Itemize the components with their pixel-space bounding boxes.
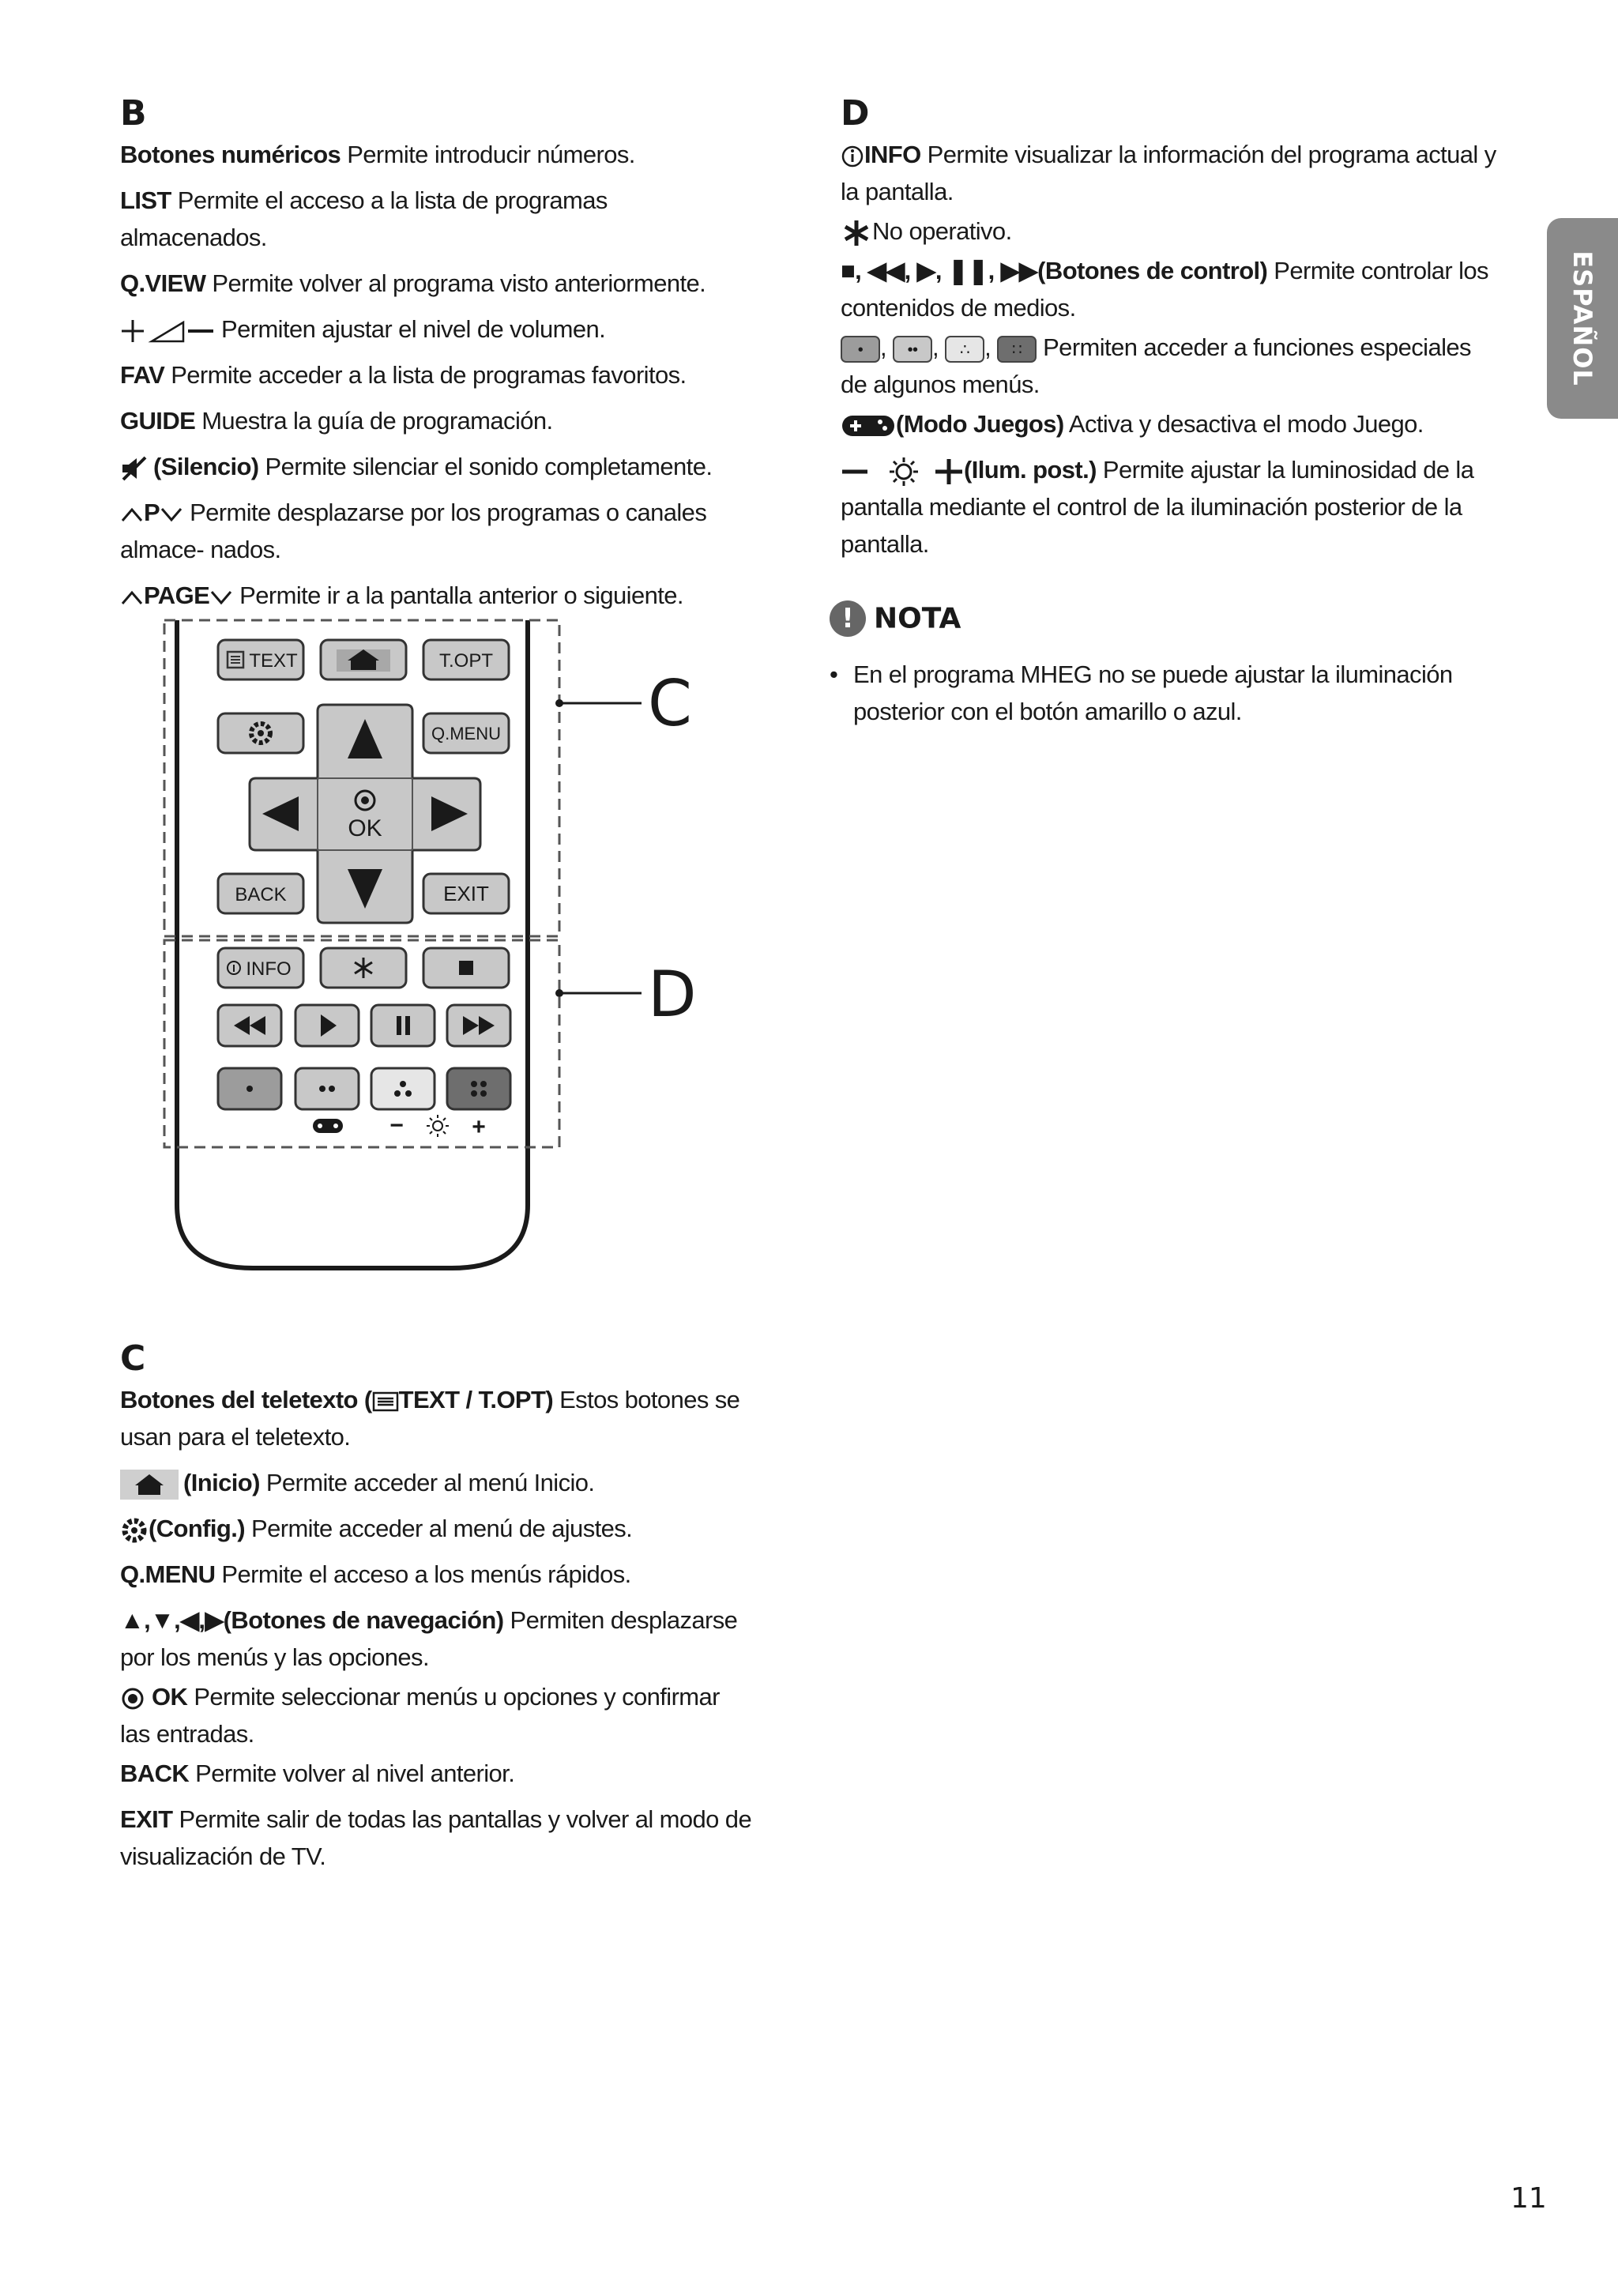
- entry-qmenu: Q.MENU Permite el acceso a los menús rápidos.: [120, 1560, 631, 1588]
- chevron-up-icon: [120, 506, 144, 523]
- entry-media-controls: ■, ◀◀, ▶, ❚❚, ▶▶(Botones de control) Permite controlar los contenidos de medios.: [841, 257, 1488, 322]
- warning-icon: !: [830, 600, 866, 637]
- section-c-heading: C: [120, 1338, 146, 1379]
- entry-back: BACK Permite volver al nivel anterior.: [120, 1760, 515, 1787]
- entry-list: LIST Permite el acceso a la lista de programas almacenados.: [120, 186, 608, 251]
- topt-button[interactable]: [423, 640, 509, 679]
- mute-icon: [120, 456, 147, 481]
- section-b: [120, 93, 752, 623]
- language-tab-label: ESPAÑOL: [1567, 250, 1597, 386]
- svg-text:TEXT: TEXT: [249, 650, 298, 672]
- text-button[interactable]: [218, 640, 303, 679]
- color-button-2[interactable]: [295, 1068, 359, 1109]
- gamepad-icon: [841, 412, 896, 439]
- stop-icon: [459, 961, 473, 975]
- qmenu-button[interactable]: [423, 713, 509, 753]
- entry-qview: Q.VIEW Permite volver al programa visto anteriormente.: [120, 269, 706, 297]
- brightness-plus: +: [472, 1114, 486, 1140]
- entry-program: P Permite desplazarse por los programas o canales almace- nados.: [120, 499, 707, 563]
- svg-text:EXIT: EXIT: [443, 882, 489, 905]
- note-text: En el programa MHEG no se puede ajustar la iluminación posterior con el botón amarillo o azul.: [853, 661, 1453, 725]
- section-c: [120, 1338, 752, 1884]
- svg-text:Q.MENU: Q.MENU: [431, 724, 501, 743]
- note-bullet: •: [830, 661, 838, 688]
- chevron-down-icon: [209, 589, 233, 606]
- teletext-icon: [372, 1391, 399, 1413]
- entry-fav: FAV Permite acceder a la lista de programas favoritos.: [120, 361, 687, 389]
- note-body: [830, 656, 1485, 730]
- home-button[interactable]: [321, 640, 406, 679]
- brightness-icon: [841, 456, 964, 487]
- svg-text:INFO: INFO: [246, 958, 292, 980]
- color-key-1: •: [841, 336, 880, 363]
- callout-d: D: [648, 958, 697, 1031]
- asterisk-button[interactable]: [321, 948, 406, 988]
- svg-text:BACK: BACK: [235, 884, 287, 905]
- color-button-3[interactable]: [371, 1068, 435, 1109]
- pause-button[interactable]: [371, 1005, 435, 1046]
- info-icon: [841, 145, 864, 168]
- entry-ok: OK Permite seleccionar menús u opciones y confirmar las entradas.: [120, 1683, 720, 1748]
- entry-settings: (Config.) Permite acceder al menú de ajustes.: [120, 1510, 752, 1547]
- entry-backlight: (Ilum. post.) Permite ajustar la luminosidad de la pantalla mediante el control de la iluminación posterior de la pantalla.: [841, 456, 1474, 558]
- stop-button[interactable]: [423, 948, 509, 988]
- volume-icon: [120, 318, 215, 344]
- brightness-minus: −: [389, 1112, 404, 1139]
- color-key-4: ∷: [997, 336, 1037, 363]
- info-button[interactable]: [218, 948, 303, 988]
- entry-guide: GUIDE Muestra la guía de programación.: [120, 407, 553, 435]
- asterisk-icon: [841, 217, 872, 249]
- entry-asterisk: No operativo.: [841, 213, 1496, 250]
- color-key-3: ∴: [945, 336, 984, 363]
- entry-home: (Inicio) Permite acceder al menú Inicio.: [120, 1464, 752, 1501]
- entry-volume: Permiten ajustar el nivel de volumen.: [120, 311, 752, 348]
- fast-forward-button[interactable]: [447, 1005, 510, 1046]
- color-button-4[interactable]: [447, 1068, 510, 1109]
- gamepad-icon: [313, 1119, 343, 1133]
- section-d: [841, 93, 1496, 571]
- chevron-down-icon: [160, 506, 183, 523]
- back-button[interactable]: [218, 874, 303, 913]
- entry-color-buttons: • , •• , ∴ , ∷ Permiten acceder a funciones especiales de algunos menús.: [841, 333, 1471, 398]
- color-button-1[interactable]: [218, 1068, 281, 1109]
- gear-icon: [120, 1516, 149, 1545]
- language-tab: [1547, 218, 1618, 419]
- ok-icon: [120, 1686, 145, 1711]
- callout-c: C: [648, 667, 692, 740]
- brightness-icon: [427, 1115, 449, 1137]
- entry-mute: (Silencio) Permite silenciar el sonido completamente.: [120, 448, 752, 485]
- settings-button[interactable]: [218, 713, 303, 753]
- entry-game-mode: (Modo Juegos) Activa y desactiva el modo Juego.: [841, 405, 1496, 442]
- entry-navigation: ▲,▼,◀,▶(Botones de navegación) Permiten desplazarse por los menús y las opciones.: [120, 1606, 738, 1671]
- svg-text:OK: OK: [348, 815, 382, 841]
- page-number: 11: [1511, 2182, 1547, 2215]
- entry-page: PAGE Permite ir a la pantalla anterior o siguiente.: [120, 577, 752, 614]
- rewind-button[interactable]: [218, 1005, 281, 1046]
- entry-info: INFO Permite visualizar la información del programa actual y la pantalla.: [841, 141, 1496, 205]
- play-button[interactable]: [295, 1005, 359, 1046]
- chevron-up-icon: [120, 589, 144, 606]
- svg-text:T.OPT: T.OPT: [438, 650, 494, 672]
- entry-exit: EXIT Permite salir de todas las pantallas y volver al modo de visualización de TV.: [120, 1805, 752, 1870]
- entry-teletext: Botones del teletexto ( TEXT / T.OPT) Estos botones se usan para el teletexto.: [120, 1386, 740, 1451]
- exit-button[interactable]: [423, 874, 509, 913]
- color-key-2: ••: [893, 336, 932, 363]
- entry-numeric: Botones numéricos Permite introducir números.: [120, 141, 635, 168]
- section-d-heading: D: [841, 93, 870, 134]
- home-icon: [120, 1470, 179, 1500]
- section-b-heading: B: [120, 93, 147, 134]
- note-heading: ! NOTA: [830, 600, 961, 645]
- remote-illustration: [158, 608, 727, 1272]
